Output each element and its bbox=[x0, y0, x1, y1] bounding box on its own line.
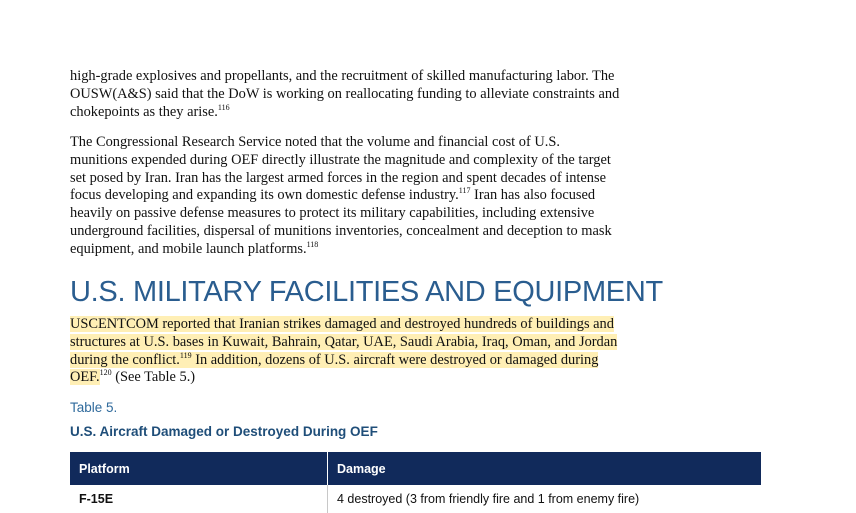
paragraph-text: USCENTCOM reported that Iranian strikes damaged and destroyed hundreds of buildings and structures at U.S. bases in Kuwait, Bahrain, Qatar, UAE, Saudi Arabia, Iraq, Oman, and Jordan during the conflict. bbox=[70, 316, 618, 368]
column-header-platform: Platform bbox=[70, 452, 328, 485]
footnote-ref-119[interactable]: 119 bbox=[179, 350, 192, 360]
footnote-ref-116[interactable]: 116 bbox=[217, 102, 230, 112]
table-header-row bbox=[70, 452, 761, 485]
table-row bbox=[70, 485, 761, 513]
column-header-damage: Damage bbox=[328, 452, 762, 485]
footnote-ref-117[interactable]: 117 bbox=[458, 186, 471, 196]
body-paragraph-1 bbox=[70, 68, 630, 121]
aircraft-table bbox=[70, 452, 761, 513]
table-caption: Table 5. bbox=[70, 400, 118, 415]
paragraph-text: (See Table 5.) bbox=[111, 369, 196, 386]
paragraph-text: Iran has also focused heavily on passive defense measures to protect its military capabilities, including extensive underground facilities, dispersal of munitions inventories, concealment and deception to mask equipment, and mobile launch platforms. bbox=[70, 187, 612, 257]
body-paragraph-2 bbox=[70, 134, 615, 259]
cell-damage: 4 destroyed (3 from friendly fire and 1 from enemy fire) bbox=[328, 485, 762, 513]
footnote-ref-120[interactable]: 120 bbox=[99, 368, 112, 378]
paragraph-text: In addition, dozens of U.S. aircraft were destroyed or damaged during OEF. bbox=[70, 351, 599, 386]
footnote-ref-118[interactable]: 118 bbox=[306, 239, 319, 249]
body-paragraph-3 bbox=[70, 316, 630, 387]
section-heading: U.S. MILITARY FACILITIES AND EQUIPMENT bbox=[70, 276, 663, 308]
table-title: U.S. Aircraft Damaged or Destroyed During OEF bbox=[70, 424, 378, 439]
cell-platform: F-15E bbox=[79, 492, 114, 506]
paragraph-text: The Congressional Research Service noted that the volume and financial cost of U.S. munitions expended during OEF directly illustrate the magnitude and complexity of the target set posed by Iran. Iran has the largest armed forces in the region and spent decades of intense focus developing and expanding its own domestic defense industry. bbox=[70, 134, 611, 204]
paragraph-text: high-grade explosives and propellants, and the recruitment of skilled manufacturing labor. The OUSW(A&S) said that the DoW is working on reallocating funding to alleviate constraints and chokepoints as they arise. bbox=[70, 68, 620, 120]
